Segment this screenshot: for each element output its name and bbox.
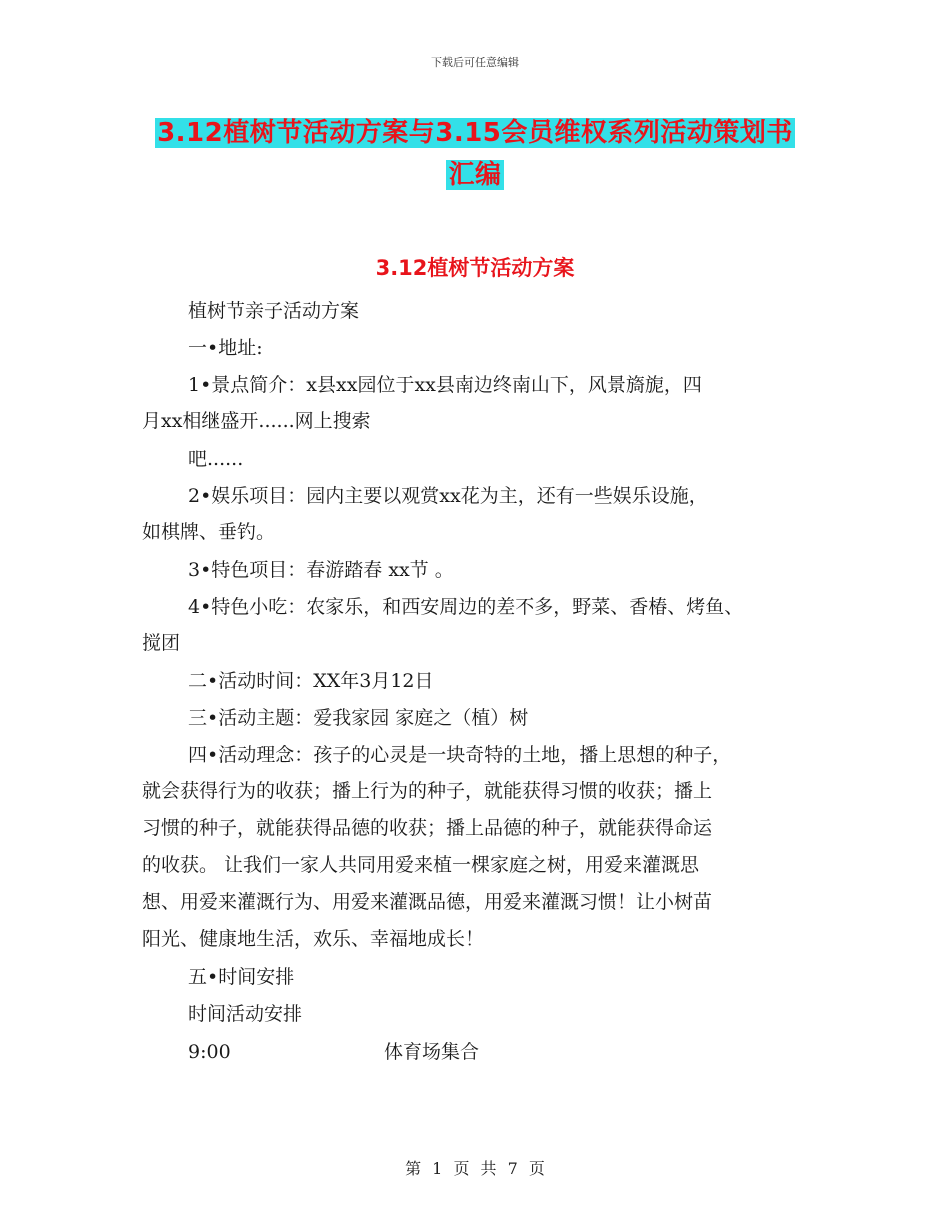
paragraph-line: 就会获得行为的收获；播上行为的种子，就能获得习惯的收获；播上 (142, 780, 713, 802)
header-note: 下载后可任意编辑 (431, 56, 519, 69)
paragraph-line: 一•地址: (188, 337, 263, 359)
paragraph-line: 四•活动理念：孩子的心灵是一块奇特的土地，播上思想的种子， (188, 744, 732, 766)
paragraph-line: 3•特色项目：春游踏春 xx节 。 (188, 559, 454, 581)
paragraph-line: 1•景点简介：x县xx园位于xx县南边终南山下，风景旖旎，四 (188, 374, 702, 396)
paragraph-line: 二•活动时间：XX年3月12日 (188, 670, 434, 692)
paragraph-line: 的收获。 让我们一家人共同用爱来植一棵家庭之树，用爱来灌溉思 (142, 854, 700, 876)
document-title-line-1 (0, 112, 950, 149)
section-title: 3.12植树节活动方案 (375, 256, 575, 280)
paragraph-line: 4•特色小吃：农家乐，和西安周边的差不多，野菜、香椿、烤鱼、 (188, 596, 744, 618)
paragraph-line: 月xx相继盛开......网上搜索 (142, 410, 371, 432)
paragraph-line: 阳光、健康地生活，欢乐、幸福地成长！ (142, 928, 485, 950)
paragraph-line: 搅团 (142, 632, 181, 654)
paragraph-line: 五•时间安排 (188, 966, 295, 988)
page-footer: 第 1 页 共 7 页 (405, 1159, 545, 1178)
schedule-time: 9:00 (188, 1041, 231, 1063)
paragraph-line: 植树节亲子活动方案 (188, 300, 360, 322)
paragraph-line: 想、用爱来灌溉行为、用爱来灌溉品德，用爱来灌溉习惯！让小树苗 (142, 891, 713, 913)
title-highlight-1: 3.12植树节活动方案与3.15会员维权系列活动策划书 (157, 118, 793, 148)
paragraph-line: 时间活动安排 (188, 1003, 303, 1025)
paragraph-line: 三•活动主题：爱我家园 家庭之（植）树 (188, 707, 529, 729)
title-highlight-2: 汇编 (448, 160, 502, 190)
document-title-line-2 (0, 154, 950, 191)
paragraph-line: 习惯的种子，就能获得品德的收获；播上品德的种子，就能获得命运 (142, 817, 713, 839)
paragraph-line: 吧...... (188, 448, 244, 470)
paragraph-line: 2•娱乐项目：园内主要以观赏xx花为主，还有一些娱乐设施， (188, 485, 708, 507)
paragraph-line: 如棋牌、垂钓。 (142, 521, 276, 543)
schedule-event: 体育场集合 (384, 1041, 480, 1063)
